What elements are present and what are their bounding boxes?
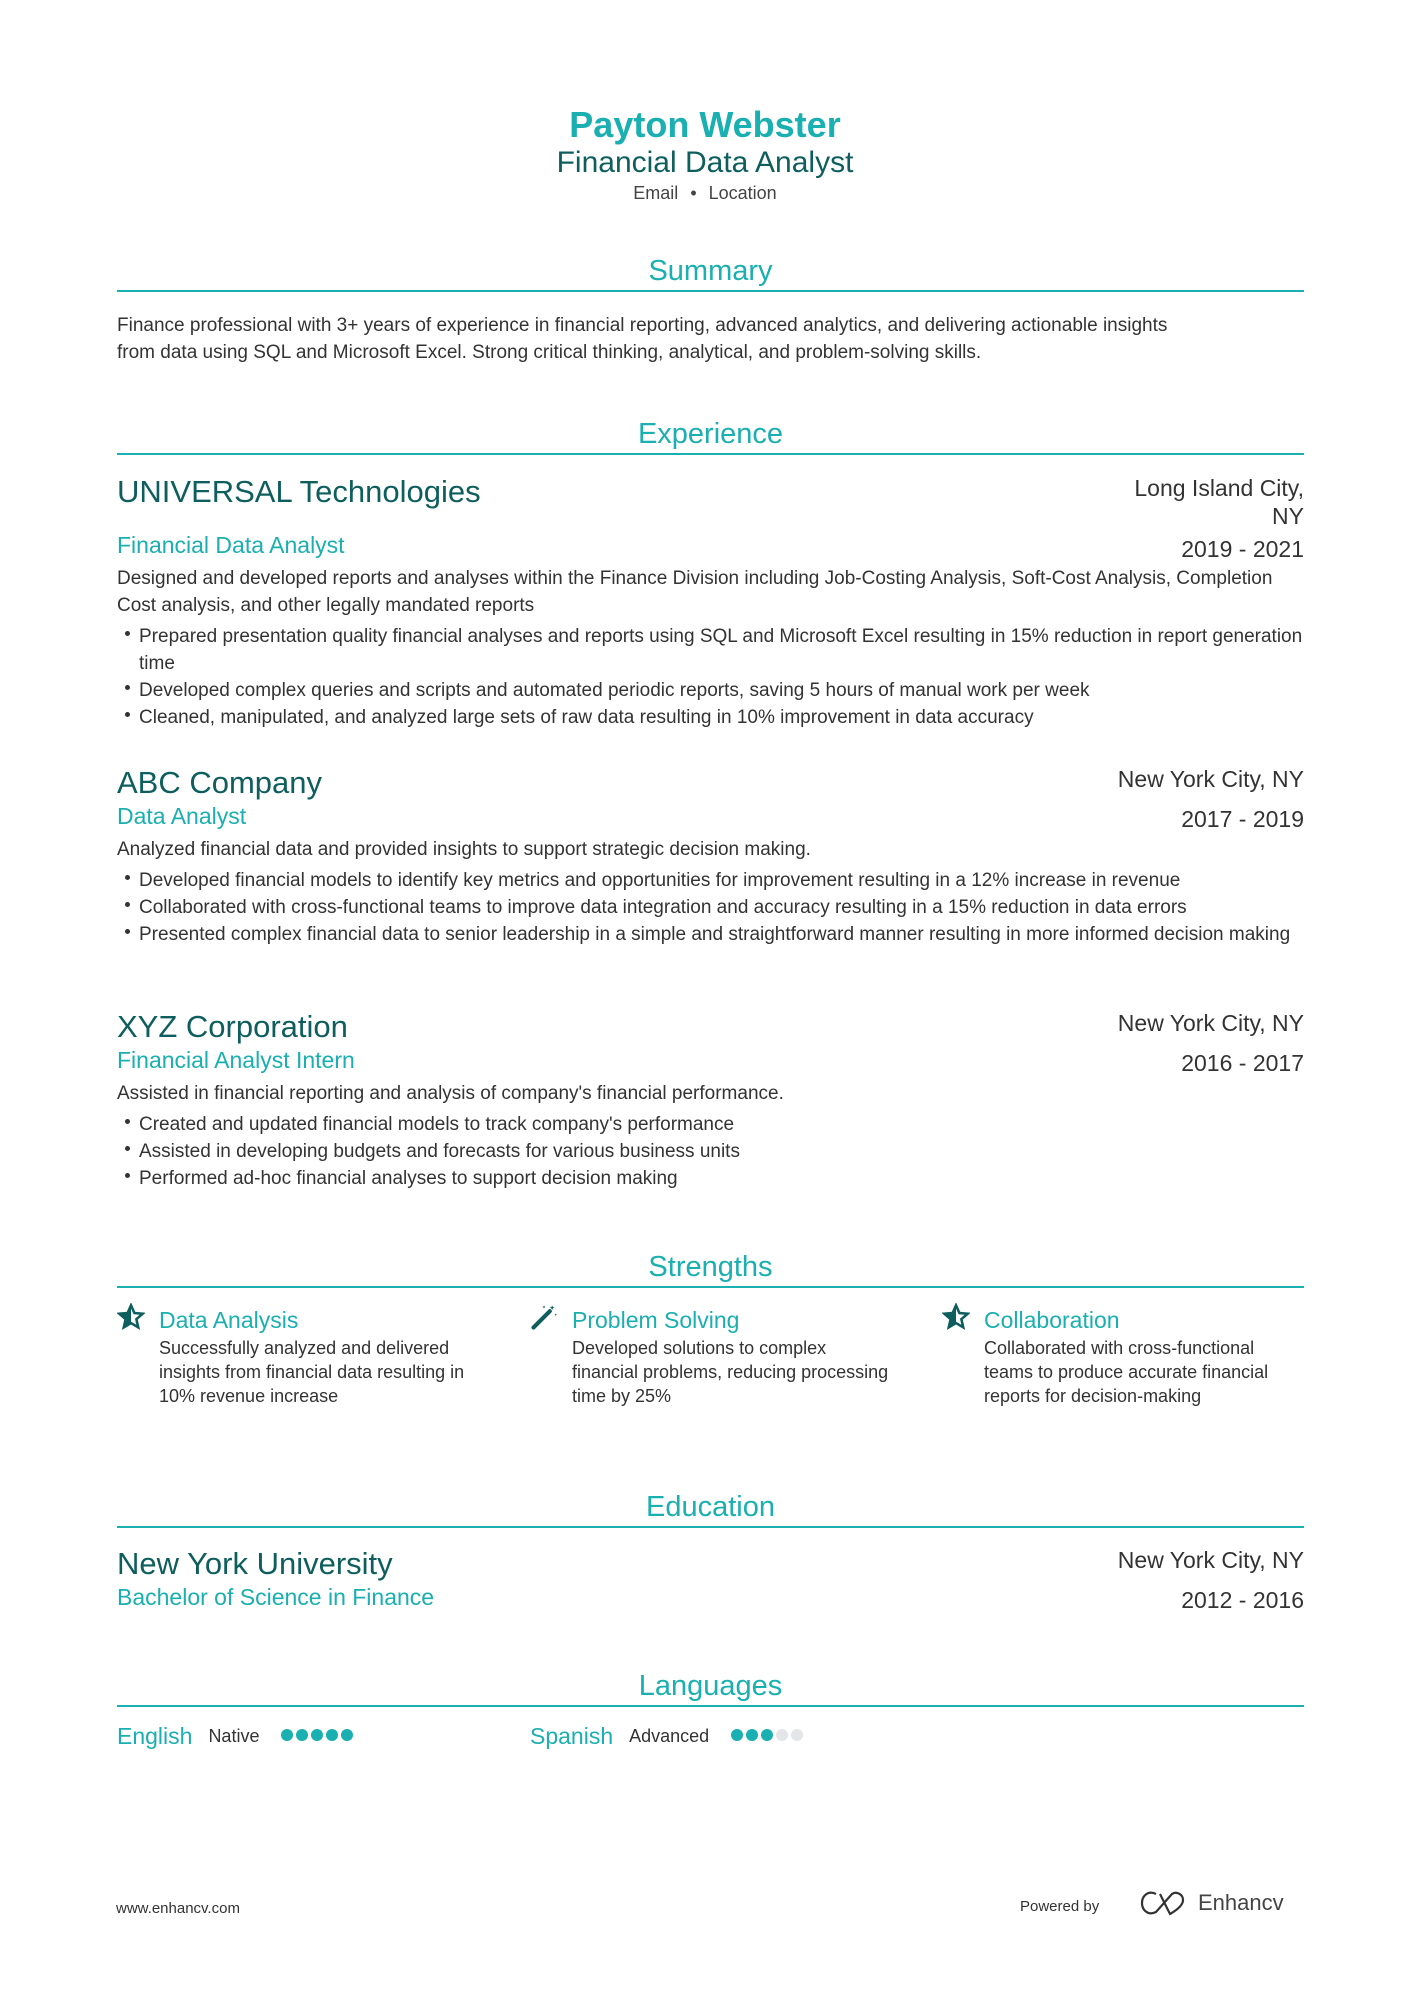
strength-item [942,1304,1302,1408]
strength-description: Collaborated with cross-functional teams to produce accurate financial reports for decision-making [984,1338,1269,1406]
star-icon [942,1303,970,1337]
language-item [117,1723,356,1750]
job-description: Designed and developed reports and analyses within the Finance Division including Job-Costing Analysis, Soft-Cost Analysis, Completion Cost analysis, and other legally mandated reports [117,568,1273,616]
location: Location [708,183,777,203]
candidate-title: Financial Data Analyst [556,146,854,179]
rating-dot-filled [311,1729,323,1741]
star-icon [117,1303,145,1337]
contact-line [0,183,1410,204]
education-entry [117,1546,1304,1611]
experience-entry [117,765,1304,948]
school-name: New York University [117,1546,393,1581]
job-location: New York City, NY [1117,766,1304,792]
language-rating [731,1728,806,1746]
job-dates: 2016 - 2017 [1181,1050,1304,1076]
bullet: Prepared presentation quality financial analyses and reports using SQL and Microsoft Excel resulting in 15% reduction in report generation time [117,623,1304,677]
strength-description: Developed solutions to complex financial problems, reducing processing time by 25% [572,1338,889,1406]
strength-title: Data Analysis [159,1306,299,1333]
separator: • [690,183,697,203]
bullet: Collaborated with cross-functional teams to improve data integration and accuracy resulting in a 15% reduction in data errors [117,894,1304,921]
bullet: Developed financial models to identify key metrics and opportunities for improvement resulting in a 12% increase in revenue [117,867,1304,894]
brand-name: Enhancv [1198,1890,1284,1915]
company-name: ABC Company [117,765,323,800]
rating-dot-empty [776,1729,788,1741]
language-level: Native [208,1726,260,1746]
rating-dot-filled [326,1729,338,1741]
job-location: New York City, NY [1117,1010,1304,1036]
job-description: Analyzed financial data and provided insights to support strategic decision making. [117,839,811,860]
language-name: Spanish [530,1723,614,1749]
job-bullets [117,623,1304,731]
enhancv-logo[interactable] [1140,1890,1284,1916]
section-experience-heading: Experience [117,419,1304,455]
experience-entry [117,474,1304,731]
magic-wand-icon [530,1303,558,1337]
strength-item [530,1304,890,1408]
job-dates: 2017 - 2019 [1181,806,1304,832]
section-education-heading: Education [117,1492,1304,1528]
strength-title: Collaboration [984,1306,1120,1333]
language-item [530,1723,806,1750]
job-role: Financial Analyst Intern [117,1047,355,1073]
job-role: Financial Data Analyst [117,532,345,558]
bullet: Performed ad-hoc financial analyses to support decision making [117,1165,1304,1192]
bullet: Cleaned, manipulated, and analyzed large sets of raw data resulting in 10% improvement in data accuracy [117,704,1304,731]
language-rating [281,1728,356,1746]
strength-item [117,1304,477,1408]
company-name: UNIVERSAL Technologies [117,474,481,509]
education-dates: 2012 - 2016 [1181,1587,1304,1613]
experience-entry [117,1009,1304,1192]
job-bullets [117,1111,1304,1192]
footer-website[interactable]: www.enhancv.com [116,1900,240,1917]
strength-description: Successfully analyzed and delivered insights from financial data resulting in 10% revenue increase [159,1338,465,1406]
language-level: Advanced [629,1726,710,1746]
section-summary-heading: Summary [117,256,1304,292]
rating-dot-filled [341,1729,353,1741]
rating-dot-filled [296,1729,308,1741]
email: Email [633,183,679,203]
job-location: Long Island City, NY [1134,475,1304,529]
summary-line: Finance professional with 3+ years of experience in financial reporting, advanced analytics, and delivering actionable insights [117,315,1168,336]
footer-powered-by: Powered by [1020,1898,1100,1915]
summary-text [117,312,1304,366]
rating-dot-filled [746,1729,758,1741]
degree: Bachelor of Science in Finance [117,1584,435,1610]
strength-title: Problem Solving [572,1306,740,1333]
summary-line: from data using SQL and Microsoft Excel. Strong critical thinking, analytical, and problem-solving skills. [117,342,982,363]
bullet: Assisted in developing budgets and forecasts for various business units [117,1138,1304,1165]
job-dates: 2019 - 2021 [1181,536,1304,562]
rating-dot-filled [731,1729,743,1741]
company-name: XYZ Corporation [117,1009,348,1044]
rating-dot-filled [761,1729,773,1741]
job-bullets [117,867,1304,948]
rating-dot-empty [791,1729,803,1741]
job-description: Assisted in financial reporting and analysis of company's financial performance. [117,1083,784,1104]
bullet: Created and updated financial models to track company's performance [117,1111,1304,1138]
job-role: Data Analyst [117,803,247,829]
section-languages-heading: Languages [117,1671,1304,1707]
section-strengths-heading: Strengths [117,1252,1304,1288]
school-location: New York City, NY [1117,1547,1304,1573]
enhancv-logo-icon [1140,1890,1186,1916]
language-name: English [117,1723,193,1749]
rating-dot-filled [281,1729,293,1741]
bullet: Presented complex financial data to senior leadership in a simple and straightforward manner resulting in more informed decision making [117,921,1304,948]
bullet: Developed complex queries and scripts and automated periodic reports, saving 5 hours of manual work per week [117,677,1304,704]
candidate-name: Payton Webster [569,104,841,145]
